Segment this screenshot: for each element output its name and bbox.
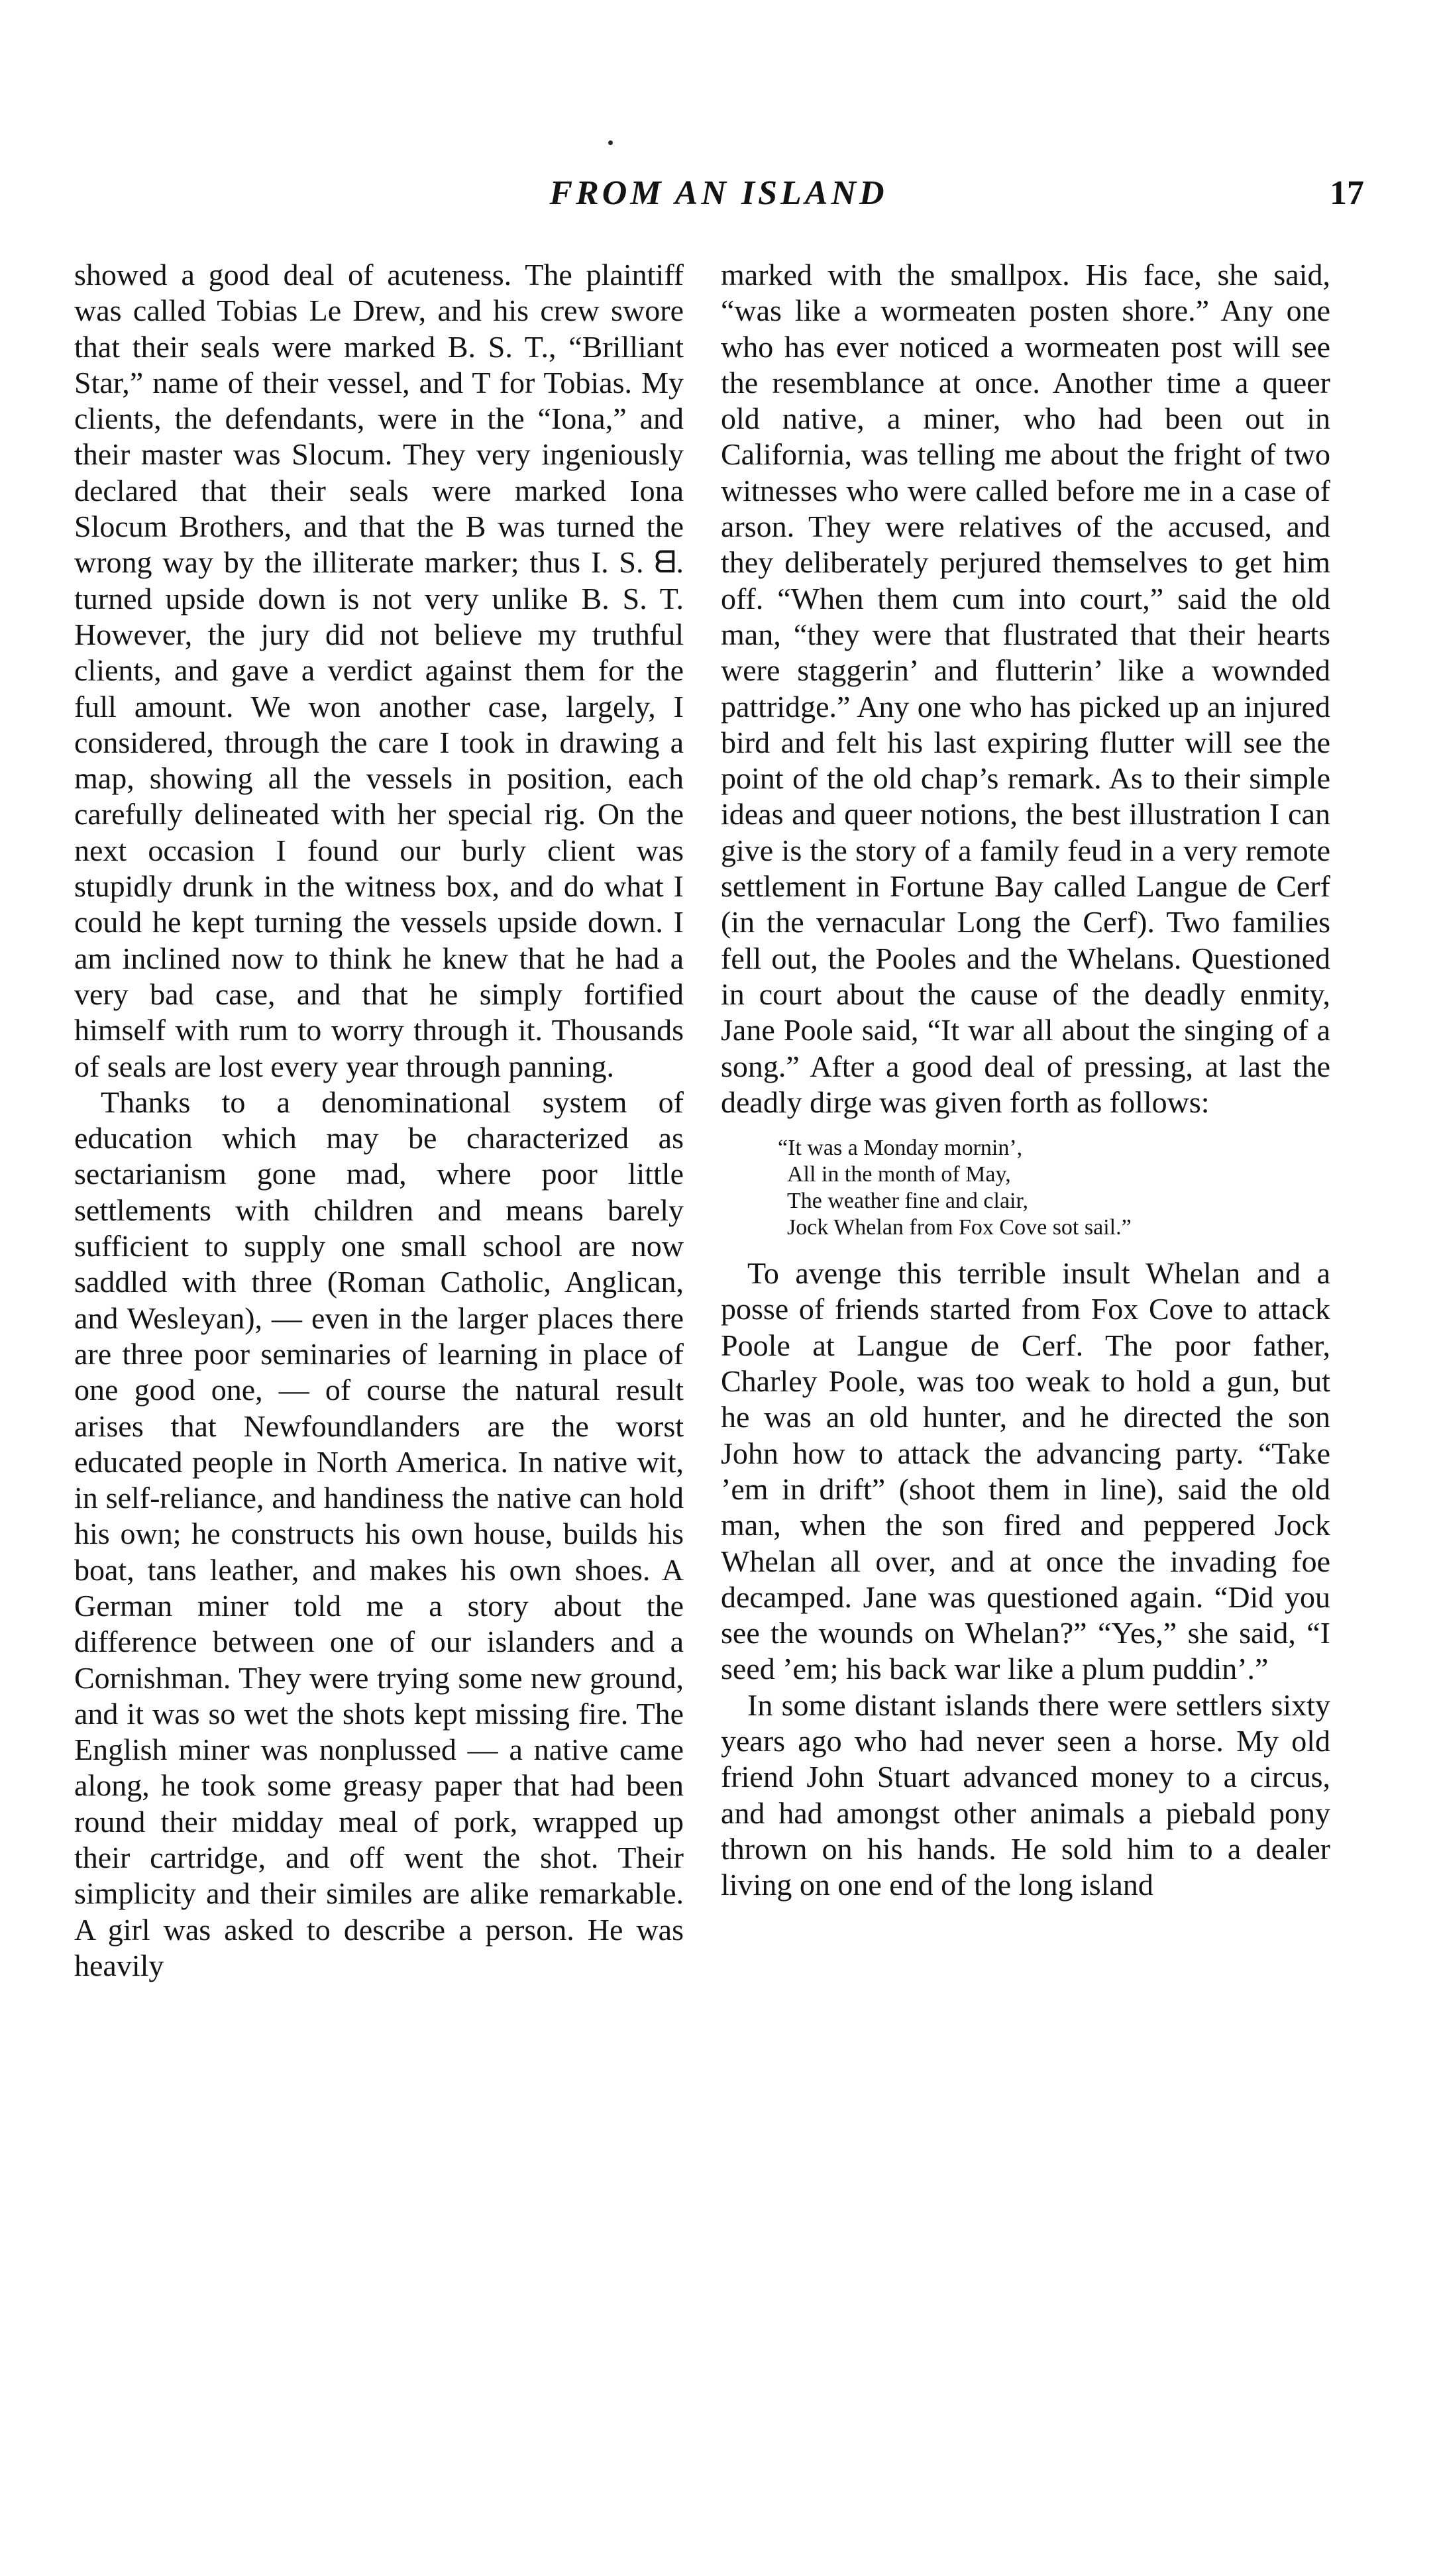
paragraph: showed a good deal of acuteness. The plaintiff was called Tobias Le Drew, and his crew swore that their seals were marked B. S. T., “Brilliant Star,” name of their vessel, and T for Tobias. My clients, the defendants, were in the “Iona,” and their master was Slocum. They very ingeniously declared that their seals were marked Iona Slocum Brothers, and that the B was turned the wrong way by the illiterate marker; thus I. S. ᗺ. turned upside down is not very unlike B. S. T. However, the jury did not believe my truthful clients, and gave a verdict against them for the full amount. We won another case, largely, I considered, through the care I took in drawing a map, showing all the vessels in position, each carefully delineated with her special rig. On the next occasion I found our burly client was stupidly drunk in the witness box, and do what I could he kept turning the vessels upside down. I am inclined now to think he knew that he had a very bad case, and that he simply fortified himself with rum to worry through it. Thousands of seals are lost every year through panning.: [74, 258, 684, 1083]
verse-line: The weather fine and clair,: [787, 1189, 1028, 1214]
running-header: [73, 174, 1364, 220]
running-title: FROM AN ISLAND: [549, 174, 888, 212]
left-column: [74, 257, 684, 1984]
verse-line: All in the month of May,: [787, 1162, 1011, 1187]
printer-mark: [608, 140, 613, 145]
verse-line: “It was a Monday mornin’,: [778, 1136, 1023, 1161]
right-column: [721, 257, 1330, 1903]
page-number: 17: [1330, 174, 1364, 212]
song-verse: [778, 1135, 1330, 1241]
paragraph: In some distant islands there were settlers sixty years ago who had never seen a horse. My old friend John Stuart advanced money to a circus, and had amongst other animals a piebald pony thrown on his hands. He sold him to a dealer living on one end of the long island: [721, 1688, 1330, 1902]
paragraph: marked with the smallpox. His face, she said, “was like a wormeaten posten shore.” Any one who has ever noticed a wormeaten post will see the resemblance at once. Another time a queer old native, a miner, who had been out in California, was telling me about the fright of two witnesses who were called before me in a case of arson. They were relatives of the accused, and they deliberately perjured themselves to get him off. “When them cum into court,” said the old man, “they were that flustrated that their hearts were staggerin’ and flutterin’ like a wownded pattridge.” Any one who has picked up an injured bird and felt his last expiring flutter will see the point of the old chap’s remark. As to their simple ideas and queer notions, the best illustration I can give is the story of a family feud in a very remote settlement in Fortune Bay called Langue de Cerf (in the vernacular Long the Cerf). Two families fell out, the Pooles and the Whelans. Questioned in court about the cause of the deadly enmity, Jane Poole said, “It war all about the singing of a song.” After a good deal of pressing, at last the deadly dirge was given forth as follows:: [721, 258, 1330, 1119]
verse-line: Jock Whelan from Fox Cove sot sail.”: [787, 1215, 1132, 1240]
paragraph: Thanks to a denominational system of education which may be characterized as sectarianism gone mad, where poor little settlements with children and means barely sufficient to supply one small school are now saddled with three (Roman Catholic, Anglican, and Wesleyan), — even in the larger places there are three poor seminaries of learning in place of one good one, — of course the natural result arises that Newfoundlanders are the worst educated people in North America. In native wit, in self-reliance, and handiness the native can hold his own; he constructs his own house, builds his boat, tans leather, and makes his own shoes. A German miner told me a story about the difference between one of our islanders and a Cornishman. They were trying some new ground, and it was so wet the shots kept missing fire. The English miner was nonplussed — a native came along, he took some greasy paper that had been round their midday meal of pork, wrapped up their cartridge, and off went the shot. Their simplicity and their similes are alike remarkable. A girl was asked to describe a person. He was heavily: [74, 1085, 684, 1982]
paragraph: To avenge this terrible insult Whelan and a posse of friends started from Fox Cove to attack Poole at Langue de Cerf. The poor father, Charley Poole, was too weak to hold a gun, but he was an old hunter, and he directed the son John how to attack the advancing party. “Take ’em in drift” (shoot them in line), said the old man, when the son fired and peppered Jock Whelan all over, and at once the invading foe decamped. Jane was questioned again. “Did you see the wounds on Whelan?” “Yes,” she said, “I seed ’em; his back war like a plum puddin’.”: [721, 1256, 1330, 1686]
